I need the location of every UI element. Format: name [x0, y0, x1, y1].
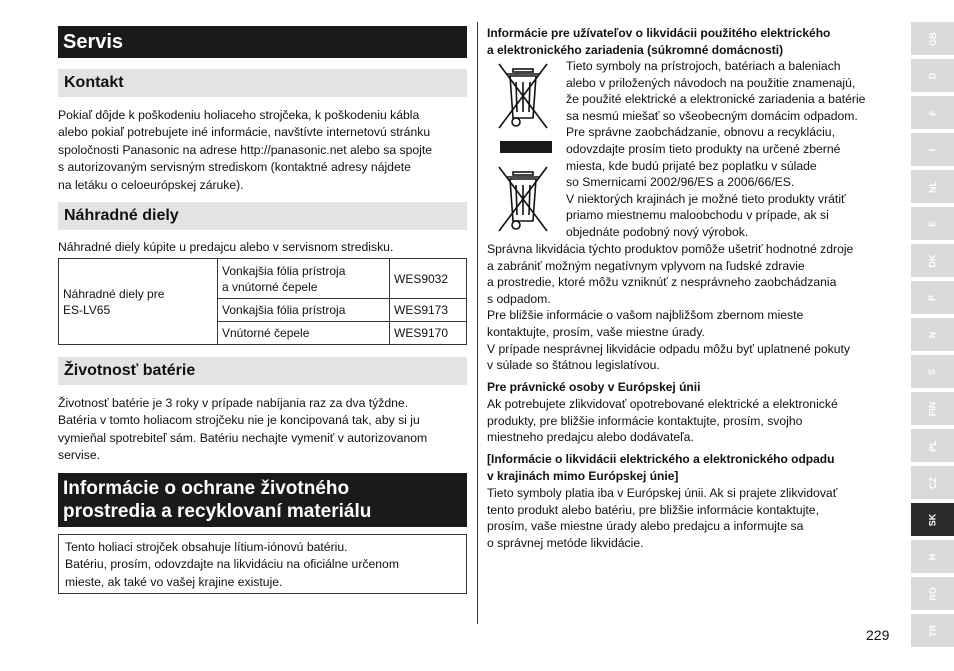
part-code-cell: WES9173 — [390, 299, 467, 322]
text-line: Informácie pre užívateľov o likvidácii použitého elektrického — [487, 26, 831, 40]
tab-cz[interactable] — [911, 466, 954, 499]
text-line: alebo pokiaľ potrebujete iné informácie, navštívte internetovú stránku — [58, 125, 431, 140]
tab-dk[interactable] — [911, 244, 954, 277]
text-line: V prípade nesprávnej likvidácie odpadu môžu byť uplatnené pokuty — [487, 341, 850, 356]
text-line: Ak potrebujete zlikvidovať opotrebované elektrické a elektronické — [487, 397, 838, 411]
text-line: Pre správne zaobchádzanie, obnovu a recykláciu, — [566, 125, 835, 140]
text-line: a prostredie, ktoré môžu vzniknúť z nesprávneho zaobchádzania — [487, 275, 837, 290]
tab-label: GB — [927, 31, 938, 46]
text-line: Tieto symboly na prístrojoch, batériach a baleniach — [566, 59, 841, 73]
tab-label: SK — [927, 513, 938, 526]
text-line: V niektorých krajinách je možné tieto produkty vrátiť — [566, 191, 846, 206]
tab-label: I — [927, 148, 938, 151]
tab-label: CZ — [927, 476, 938, 489]
battery-heading — [58, 357, 467, 385]
text-line: v súlade so štátnou legislatívou. — [487, 358, 660, 373]
battery-heading-text: Životnosť batérie — [64, 362, 196, 379]
battery-paragraph — [58, 395, 427, 465]
tab-sk[interactable] — [911, 503, 954, 536]
tab-label: N — [927, 331, 938, 338]
text-line: miestneho predajcu alebo dodávateľa. — [487, 430, 694, 445]
tab-d[interactable] — [911, 59, 954, 92]
environment-title-line: prostredia a recyklovaní materiálu — [63, 501, 372, 522]
kontakt-paragraph — [58, 107, 432, 194]
part-description-cell — [218, 259, 390, 299]
symbol-explanation — [566, 58, 865, 241]
part-code-cell: WES9170 — [390, 322, 467, 345]
tab-fin[interactable] — [911, 392, 954, 425]
tab-gb[interactable] — [911, 22, 954, 55]
text-line: v krajinách mimo Európskej únie] — [487, 468, 679, 483]
text-line: na letáku o celoeurópskej záruke). — [58, 177, 244, 192]
text-line: mieste, ak také vo vašej krajine existuje. — [65, 574, 283, 589]
text-line: odovzdajte prosím tieto produkty na určené zberné — [566, 141, 841, 156]
crossed-out-wheelie-bin-icon — [496, 163, 552, 235]
bin-underline-bar — [500, 141, 552, 153]
tab-label: RO — [927, 586, 938, 601]
disposal-body — [487, 241, 853, 374]
parts-heading-text: Náhradné diely — [64, 207, 179, 224]
text-line: s autorizovaným servisným strediskom (kontaktné adresy nájdete — [58, 160, 411, 175]
text-line: Batéria v tomto holiacom strojčeku nie je koncipovaná tak, aby si ju — [58, 413, 420, 428]
tab-s[interactable] — [911, 355, 954, 388]
text-line: a zabrániť možným negatívnym vplyvom na ľudské zdravie — [487, 258, 805, 273]
tab-e[interactable] — [911, 207, 954, 240]
text-line: s odpadom. — [487, 291, 551, 306]
outside-eu-paragraph — [487, 485, 837, 551]
servis-title-bar — [58, 26, 467, 58]
tab-label: FIN — [927, 401, 938, 416]
text-line: Batériu, prosím, odovzdajte na likvidáciu na oficiálne určenom — [65, 557, 399, 572]
tab-label: NL — [927, 180, 938, 193]
tab-label: F — [927, 109, 938, 116]
outside-eu-heading — [487, 451, 834, 484]
tab-f[interactable] — [911, 96, 954, 129]
parts-heading — [58, 202, 467, 230]
tab-tr[interactable] — [911, 614, 954, 647]
servis-title: Servis — [63, 31, 124, 53]
text-line: o správnej metóde likvidácie. — [487, 535, 644, 550]
tab-label: D — [927, 72, 938, 79]
tab-n[interactable] — [911, 318, 954, 351]
text-line: alebo v priložených návodoch na použitie znamenajú, — [566, 75, 856, 90]
tab-p[interactable] — [911, 281, 954, 314]
tab-label: S — [927, 368, 938, 375]
model-cell — [59, 259, 218, 345]
cell-line: Vonkajšia fólia prístroja — [222, 303, 346, 317]
cell-line: ES-LV65 — [63, 302, 111, 317]
text-line: Správna likvidácia týchto produktov pomôže ušetriť hodnotné zdroje — [487, 242, 854, 256]
column-divider — [477, 22, 478, 624]
text-line: Náhradné diely kúpite u predajcu alebo v servisnom stredisku. — [58, 240, 394, 254]
text-line: priamo miestnemu maloobchodu v prípade, ak si — [566, 208, 829, 223]
text-line: a elektronického zariadenia (súkromné domácnosti) — [487, 42, 784, 57]
tab-h[interactable] — [911, 540, 954, 573]
text-line: Pokiaľ dôjde k poškodeniu holiaceho strojčeka, k poškodeniu kábla — [58, 108, 420, 122]
cell-line: Vonkajšia fólia prístroja — [222, 263, 346, 278]
text-line: že použité elektrické a elektronické zariadenia a batérie — [566, 92, 866, 107]
text-line: so Smernicami 2002/96/ES a 2006/66/ES. — [566, 175, 795, 190]
text-line: sa nesmú miešať so všeobecným domácim odpadom. — [566, 108, 858, 123]
text-line: produkty, pre bližšie informácie kontaktujte, prosím, svojho — [487, 413, 803, 428]
part-code-cell: WES9032 — [390, 259, 467, 299]
kontakt-heading-text: Kontakt — [64, 74, 124, 91]
text-line: [Informácie o likvidácii elektrického a elektronického odpadu — [487, 452, 835, 466]
business-heading — [487, 379, 700, 396]
text-line: objednáte podobný nový výrobok. — [566, 224, 749, 239]
tab-label: TR — [927, 624, 938, 637]
tab-label: PL — [927, 439, 938, 452]
part-description-cell — [218, 322, 390, 345]
cell-line: Vnútorné čepele — [222, 326, 310, 340]
battery-disposal-box — [58, 534, 467, 594]
business-paragraph — [487, 396, 838, 446]
environment-title-bar — [58, 473, 467, 527]
text-line: Životnosť batérie je 3 roky v prípade nabíjania raz za dva týždne. — [58, 396, 409, 410]
text-line: prosím, vaše miestne úrady alebo predajcu a informujte sa — [487, 519, 804, 534]
tab-nl[interactable] — [911, 170, 954, 203]
tab-label: DK — [927, 254, 938, 267]
text-line: kontaktujte, prosím, vaše miestne úrady. — [487, 324, 705, 339]
table-row — [59, 259, 467, 299]
page-number: 229 — [866, 627, 890, 643]
text-line: miesta, kde budú prijaté bez poplatku v súlade — [566, 158, 817, 173]
disposal-heading — [487, 25, 830, 58]
cell-line: Náhradné diely pre — [63, 286, 165, 301]
tab-pl[interactable] — [911, 429, 954, 462]
text-line: Tento holiaci strojček obsahuje lítium-iónovú batériu. — [65, 540, 348, 554]
text-line: servise. — [58, 448, 100, 463]
part-description-cell — [218, 299, 390, 322]
text-line: Pre právnické osoby v Európskej únii — [487, 380, 701, 394]
tab-i[interactable] — [911, 133, 954, 166]
text-line: Pre bližšie informácie o vašom najbližšom zbernom mieste — [487, 308, 804, 323]
text-line: spoločnosti Panasonic na adrese http://panasonic.net alebo sa spojte — [58, 142, 433, 157]
text-line: Tieto symboly platia iba v Európskej únii. Ak si prajete zlikvidovať — [487, 486, 838, 500]
tab-label: E — [927, 220, 938, 227]
parts-table — [58, 258, 467, 345]
text-line: vymieňal spotrebiteľ sám. Batériu nechajte vymeniť v autorizovanom — [58, 430, 428, 445]
crossed-out-wheelie-bin-icon — [496, 60, 552, 132]
cell-line: a vnútorné čepele — [222, 279, 318, 294]
environment-title-line: Informácie o ochrane životného — [63, 478, 350, 499]
parts-intro — [58, 239, 393, 256]
tab-label: H — [927, 553, 938, 560]
tab-label: P — [927, 294, 938, 301]
text-line: tento produkt alebo batériu, pre bližšie informácie kontaktujte, — [487, 502, 819, 517]
kontakt-heading — [58, 69, 467, 97]
tab-ro[interactable] — [911, 577, 954, 610]
